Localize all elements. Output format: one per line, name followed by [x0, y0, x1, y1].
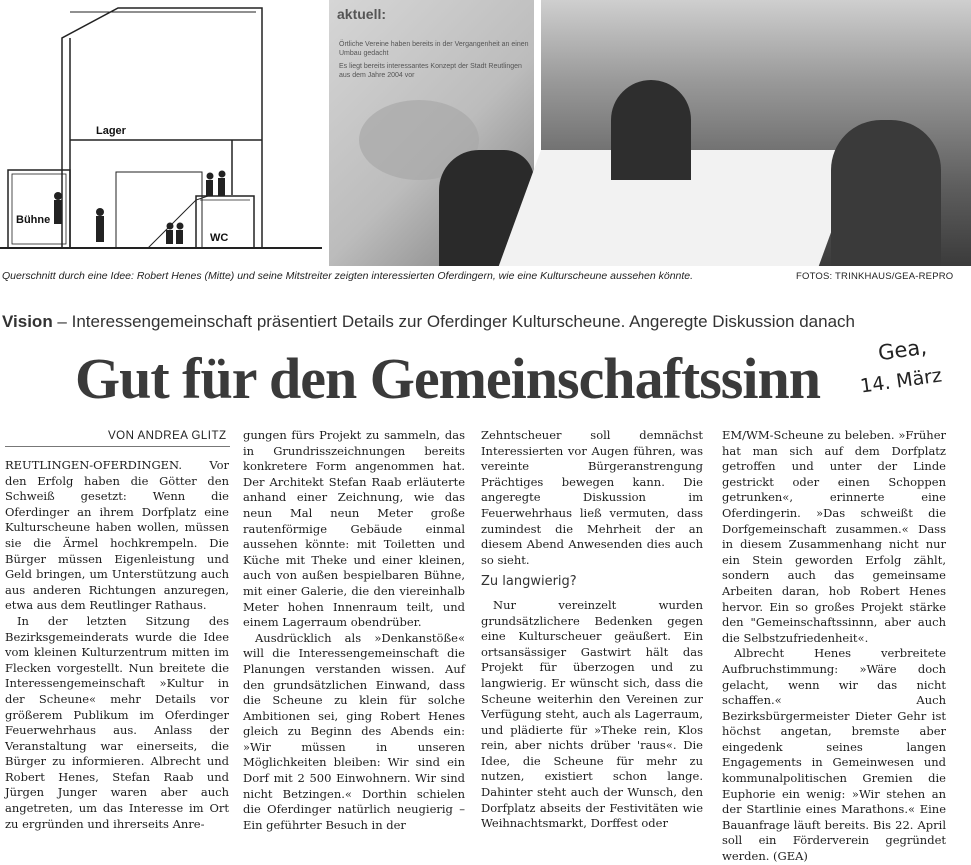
slide-bullets — [339, 40, 529, 80]
paragraph: REUTLINGEN-OFERDINGEN. Vor den Erfolg haben die Götter den Schweiß gesetzt: Wenn die Oferdinger an ihrem Dorfplatz eine Kulturscheune haben wollen, müssen sie die Ärmel hochkrempeln. Die Bürger müssen Eigenleistung und Geld bringen, um Unterstützung auch aus anderen Richtungen anzuregen, etwa aus dem Reutlinger Rathaus. — [5, 458, 229, 613]
storage-label: Lager — [96, 125, 126, 137]
kicker-text: – Interessengemeinschaft präsentiert Details zur Oferdinger Kulturscheune. Angeregte Diskussion danach — [52, 312, 855, 331]
building-cross-section-graphic — [0, 0, 322, 266]
subheading: Zu langwierig? — [481, 574, 577, 590]
article-column-3 — [481, 428, 703, 831]
photo-caption: Querschnitt durch eine Idee: Robert Henes (Mitte) und seine Mitstreiter zeigten interessierten Oferdingern, wie eine Kulturscheune aussehen könnte. — [2, 270, 694, 282]
attendee-silhouette — [611, 80, 691, 180]
byline-rule — [5, 446, 230, 447]
audience-photo — [541, 0, 971, 266]
slide-bullet: Es liegt bereits interessantes Konzept der Stadt Reutlingen aus dem Jahre 2004 vor — [339, 63, 522, 79]
stage-label: Bühne — [16, 214, 51, 226]
kicker — [2, 312, 855, 332]
byline: VON ANDREA GLITZ — [108, 430, 227, 442]
paragraph: Zehntscheuer soll demnächst Interessierten vor Augen führen, was vereinte Bürgeranstrengung Prächtiges bewegen kann. Die angeregte Diskussion im Feuerwehrhaus ließ vermuten, dass zumindest die Mehrheit der an diesem Abend Anwesenden dies auch so sieht. — [481, 428, 703, 567]
paragraph: In der letzten Sitzung des Bezirksgemeinderats wurde die Idee vom kleinen Kulturzentrum mitten im Flecken vorgestellt. Nun breitete die Interessengemeinschaft »Kultur in der Scheune« mehr Details vor größerem Publikum im Oferdinger Feuerwehrhaus aus. Anlass der Veranstaltung war einerseits, die Bürger zu informieren. Albrecht und Robert Henes, Stefan Raab und Jürgen Junger waren aber auch angetreten, um das Interesse im Ort zu ergründen und ihrerseits Anre- — [5, 613, 229, 831]
paragraph: Ausdrücklich als »Denkanstöße« will die Interessengemeinschaft die Planungen verstanden wissen. Auf den grundsätzlichen Einwand, dass die Scheune zu klein für solche Ambitionen sei, ging Robert Henes gleich zu Beginn des Abends ein: »Wir müssen in unseren Möglichkeiten bleiben: Wir sind ein Dorf mit 2 500 Einwohnern. Wir sind nicht Betzingen.« Dorthin schielen die Oferdinger natürlich neugierig – Ein geführter Besuch in der — [243, 630, 465, 832]
article-column-4 — [722, 428, 946, 864]
cross-section-drawing — [0, 0, 322, 266]
paragraph: Albrecht Henes verbreitete Aufbruchstimmung: »Wäre doch gelacht, wenn wir das nicht schaffen.« Auch Bezirksbürgermeister Dieter Gehr ist höchst angetan, bremste aber eingedenk seines langen Engagements in Gemeinwesen und kommunalpolitischen Gremien die Euphorie ein wenig: »Wir stehen an der Startlinie eines Marathons.« Eine Bauanfrage läuft bereits. Bis 22. April soll ein Förderverein gegründet werden. (GEA) — [722, 646, 946, 864]
paragraph: Nur vereinzelt wurden grundsätzlichere Bedenken gegen eine Kulturscheuer geäußert. Ein ortsansässiger Gastwirt hält das Projekt für überzogen und zu langwierig. Er wünscht sich, dass die Scheune weiterhin den Vereinen zur Verfügung steht, auch als Lagerraum, und plädierte für »Theke rein, Klos rein, aber nichts drüber 'raus«. Die Idee, die Scheune für mehr zu nutzen, existiert schon lange. Dahinter steht auch der Wunsch, den Dorfplatz abseits der Festivitäten wie Weihnachtsmarkt, Dorffest oder — [481, 597, 703, 831]
attendee-silhouette — [831, 120, 941, 266]
article-column-2 — [243, 428, 465, 832]
kicker-label: Vision — [2, 312, 53, 331]
handwritten-note-line2: 14. März — [858, 364, 944, 398]
slide-title: aktuell: — [337, 6, 387, 22]
article-column-1 — [5, 458, 229, 831]
presentation-photo — [329, 0, 534, 266]
paragraph: gungen fürs Projekt zu sammeln, das in Grundrisszeichnungen bereits konkretere Form angenommen hat. Der Architekt Stefan Raab erläuterte anhand einer Zeichnung, wie das neun Mal neun Meter große rautenförmige Gebäude einmal aussehen könnte: mit Toiletten und Küche mit Theke und einer kleinen, auch von außen bespielbaren Bühne, mit einer Galerie, die den viereinhalb Meter hohen Innenraum teilt, und einem Lagerraum obendrüber. — [243, 428, 465, 630]
handwritten-note-line1: Gea, — [876, 334, 929, 366]
paragraph: EM/WM-Scheune zu beleben. »Früher hat man sich auf dem Dorfplatz getroffen und unter der Linde gestrickt oder einen Schoppen getrunken«, erinnerte eine Oferdingerin. »Das schweißt die Dorfgemeinschaft zusammen.« Dass in diesem Zusammenhang nicht nur ein Stein geworden Erfolg zählt, sondern auch das gemeinsame Arbeiten daran, hob Robert Henes hervor. Ein so großes Projekt stärke den "Gemeinschaftssinnn, aber auch die Selbstzufriedenheit«. — [722, 428, 946, 645]
photo-credit: FOTOS: TRINKHAUS/GEA-REPRO — [796, 271, 954, 282]
slide-bullet: Örtliche Vereine haben bereits in der Vergangenheit an einen Umbau gedacht — [339, 41, 529, 57]
headline: Gut für den Gemeinschaftssinn — [75, 346, 820, 411]
toilet-label: WC — [210, 232, 229, 244]
